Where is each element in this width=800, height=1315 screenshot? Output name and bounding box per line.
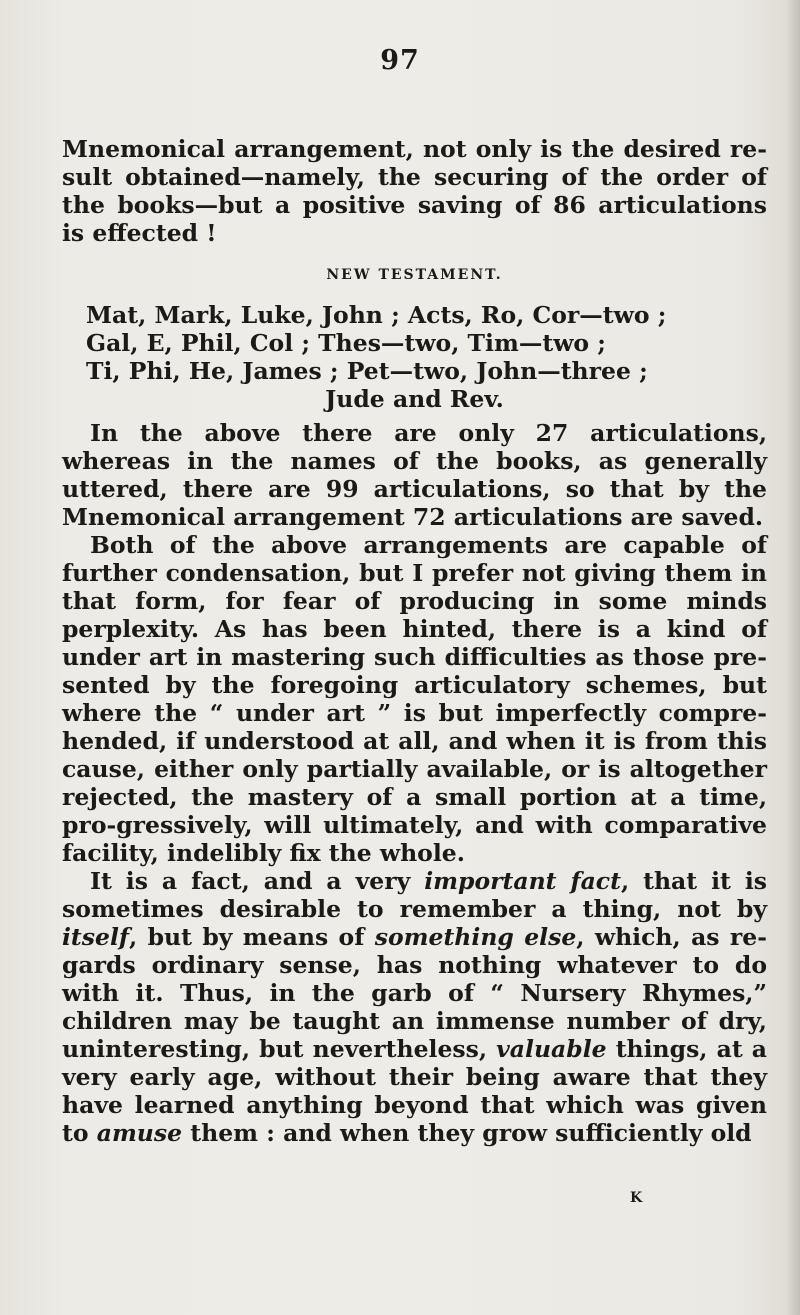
body-text <box>62 135 767 1147</box>
section-heading: NEW TESTAMENT. <box>326 267 503 283</box>
paragraph-condensation: Both of the above arrangements are capable of further condensation, but I prefer not giving them in that form, for fear of producing in some minds perplexity. As has been hinted, there is a kind of under art in mastering such difficulties as those pre-sented by the foregoing articulatory schemes, but where the “ under art ” is but imperfectly compre-hended, if understood at all, and when it is from this cause, either only partially available, or is altogether rejected, the mastery of a small portion at a time, pro-gressively, will ultimately, and with comparative facility, indelibly fix the whole. <box>62 531 767 867</box>
text-segment: It is a fact, and a very <box>90 867 425 895</box>
paragraph-important-fact <box>62 867 767 1147</box>
book-list-line-4: Jude and Rev. <box>325 385 504 413</box>
italic-segment: valuable <box>496 1035 607 1063</box>
book-list-line-3: Ti, Phi, He, James ; Pet—two, John—three ; <box>86 357 648 385</box>
text-segment: , that it is sometimes desirable to remember a thing, not by <box>62 867 767 923</box>
italic-segment: amuse <box>96 1119 183 1147</box>
text-segment: , which, as re-gards ordinary sense, has nothing whatever to do with it. Thus, in the garb of “ Nursery Rhymes,” children may be taught an immense number of dry, uninteresting, but nevertheless, <box>62 923 767 1063</box>
book-list-line-1: Mat, Mark, Luke, John ; Acts, Ro, Cor—two ; <box>86 301 667 329</box>
paragraph-intro: Mnemonical arrangement, not only is the desired re-sult obtained—namely, the securing of the order of the books—but a positive saving of 86 articulations is effected ! <box>62 135 767 247</box>
paragraph-articulations: In the above there are only 27 articulations, whereas in the names of the books, as generally uttered, there are 99 articulations, so that by the Mnemonical arrangement 72 articulations are saved. <box>62 419 767 531</box>
page-number: 97 <box>380 45 420 76</box>
text-segment: , but by means of <box>129 923 375 951</box>
book-list-line-2: Gal, E, Phil, Col ; Thes—two, Tim—two ; <box>86 329 606 357</box>
signature-mark: K <box>630 1190 644 1206</box>
page-edge-shadow <box>786 0 800 1315</box>
italic-segment: important fact <box>424 867 621 895</box>
italic-segment: itself <box>62 923 130 951</box>
text-segment: things, at a very early age, without their being aware that they have learned anything beyond that which was given to <box>62 1035 768 1147</box>
italic-segment: something else <box>374 923 577 951</box>
text-segment: them : and when they grow sufficiently old <box>182 1119 752 1147</box>
